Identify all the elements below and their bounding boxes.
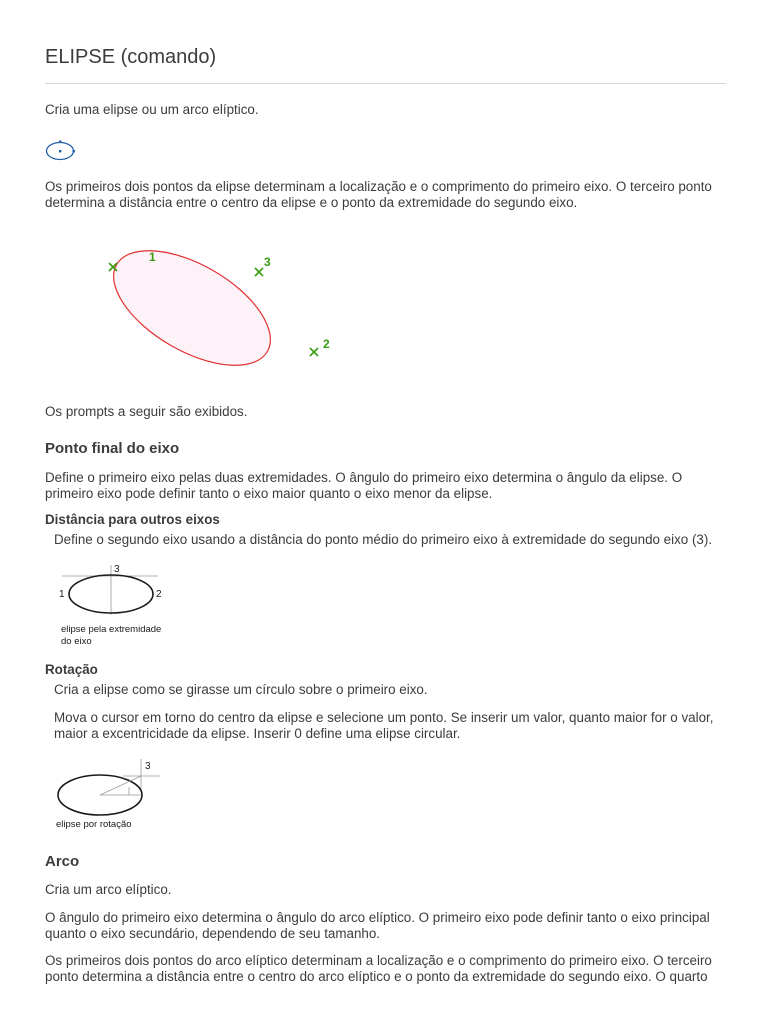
ellipse-by-rotation-figure bbox=[53, 757, 203, 832]
rotation-text-2: Mova o cursor em torno do centro da elipse e selecione um ponto. Se inserir um valor, quanto maior for o valor, maior a excentricidade da elipse. Inserir 0 define uma elipse circular. bbox=[54, 710, 714, 741]
fig2-label-3: 3 bbox=[114, 564, 120, 575]
heading-rotation: Rotação bbox=[45, 662, 98, 677]
heading-axis-endpoint: Ponto final do eixo bbox=[45, 440, 180, 457]
intro-text: Cria uma elipse ou um arco elíptico. bbox=[45, 102, 259, 117]
prompts-text: Os prompts a seguir são exibidos. bbox=[45, 404, 248, 419]
ellipse-command-icon bbox=[45, 140, 77, 162]
point-marker-3 bbox=[255, 268, 263, 276]
distance-other-axis-text: Define o segundo eixo usando a distância do ponto médio do primeiro eixo à extremidade do segundo eixo (3). bbox=[54, 532, 713, 547]
description-text: Os primeiros dois pontos da elipse determinam a localização e o comprimento do primeiro eixo. O terceiro ponto determina a distância entre o centro da elipse e o ponto da extremidade do segundo eixo. bbox=[45, 179, 712, 210]
heading-distance-other-axis: Distância para outros eixos bbox=[45, 512, 220, 527]
heading-arc: Arco bbox=[45, 853, 80, 870]
point-label-1: 1 bbox=[149, 250, 156, 264]
point-label-3: 3 bbox=[264, 255, 271, 269]
arc-text-1: Cria um arco elíptico. bbox=[45, 882, 172, 897]
fig3-label-3: 3 bbox=[145, 761, 151, 772]
fig2-label-2: 2 bbox=[156, 589, 162, 600]
axis-endpoint-text: Define o primeiro eixo pelas duas extremidades. O ângulo do primeiro eixo determina o ângulo da elipse. O primeiro eixo pode definir tanto o eixo maior quanto o eixo menor da elipse. bbox=[45, 470, 683, 501]
point-label-2: 2 bbox=[323, 337, 330, 351]
arc-text-2: O ângulo do primeiro eixo determina o ângulo do arco elíptico. O primeiro eixo pode definir tanto o eixo principal quanto o eixo secundário, dependendo de seu tamanho. bbox=[45, 910, 710, 941]
page-title: ELIPSE (comando) bbox=[45, 46, 217, 68]
fig2-label-1: 1 bbox=[59, 589, 65, 600]
fig2-caption-line2: do eixo bbox=[61, 636, 92, 647]
ellipse-by-axis-endpoint-figure bbox=[57, 563, 207, 648]
fig2-caption-line1: elipse pela extremidade bbox=[61, 624, 162, 635]
fig3-caption: elipse por rotação bbox=[56, 819, 132, 830]
ellipse-three-points-figure bbox=[100, 246, 350, 371]
title-divider bbox=[45, 83, 726, 84]
ellipse-shape bbox=[95, 227, 289, 388]
point-marker-2 bbox=[310, 348, 318, 356]
arc-text-3: Os primeiros dois pontos do arco elíptico determinam a localização e o comprimento do primeiro eixo. O terceiro ponto determina a distância entre o centro do arco elíptico e o ponto da extremidade do segundo eixo. O quarto bbox=[45, 953, 712, 984]
rotation-text-1: Cria a elipse como se girasse um círculo sobre o primeiro eixo. bbox=[54, 682, 428, 697]
